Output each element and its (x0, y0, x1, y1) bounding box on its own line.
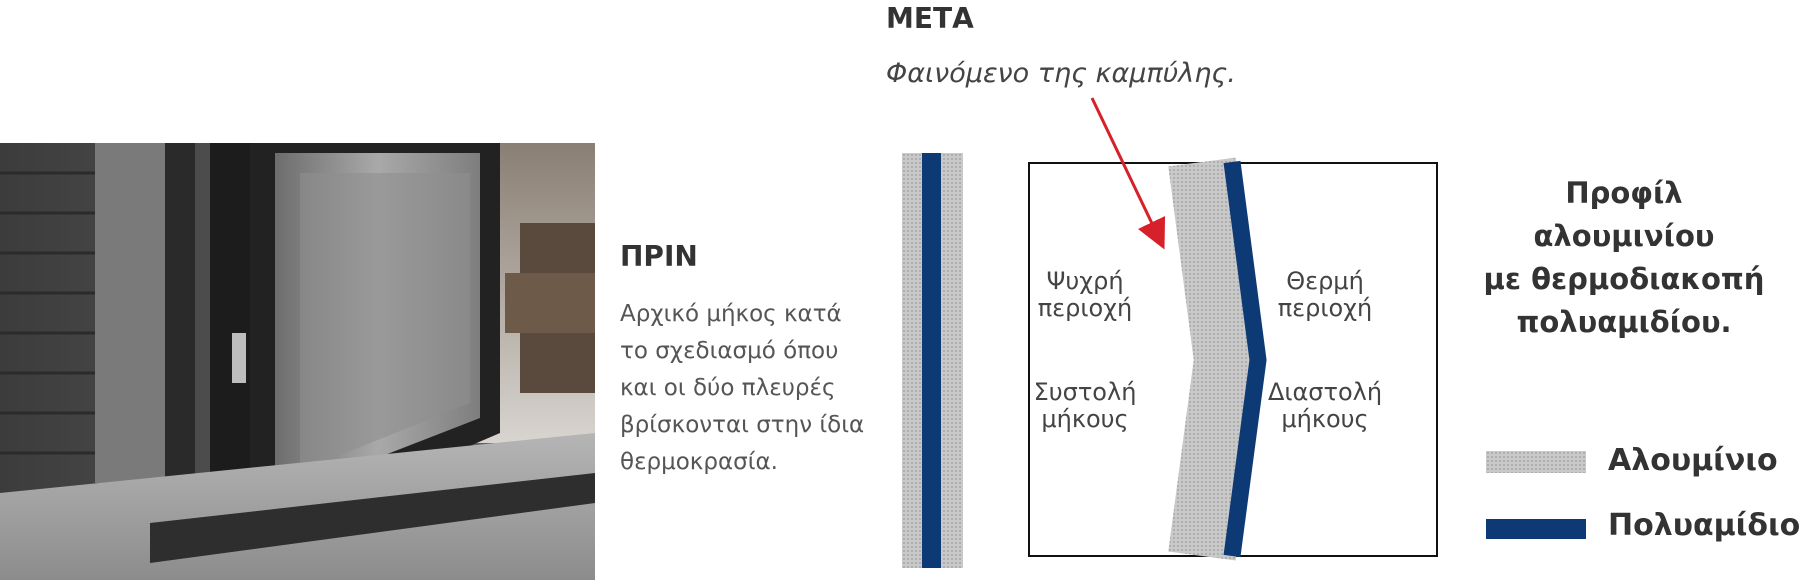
profile-title: Προφίλ αλουμινίου με θερμοδιακοπή πολυαμιδίου. (1483, 176, 1765, 339)
legend-item-aluminium (1486, 443, 1776, 483)
cold-side-label: Ψυχρή περιοχή (1037, 267, 1133, 322)
after-title: ΜΕΤΑ (886, 2, 974, 35)
contraction-label: Συστολή μήκους (1033, 378, 1137, 433)
after-subtitle: Φαινόμενο της καμπύλης. (886, 58, 1236, 89)
before-description: Αρχικό μήκος κατά το σχεδιασμό όπου και οι δύο πλευρές βρίσκονται στην ίδια θερμοκρασία. (620, 301, 865, 475)
legend-label-polyamide: Πολυαμίδιο (1608, 508, 1800, 543)
polyamide-swatch (1486, 519, 1586, 539)
straight-profile (902, 153, 963, 568)
polyamide-strip (922, 153, 941, 568)
aluminium-swatch (1486, 451, 1586, 473)
legend-item-polyamide (1486, 508, 1800, 548)
door-photo (0, 143, 595, 580)
before-title: ΠΡΙΝ (620, 240, 698, 273)
bending-diagram-frame (1028, 162, 1438, 557)
legend-label-aluminium: Αλουμίνιο (1608, 443, 1778, 478)
expansion-label: Διαστολή μήκους (1267, 378, 1383, 433)
warm-side-label: Θερμή περιοχή (1277, 267, 1373, 322)
